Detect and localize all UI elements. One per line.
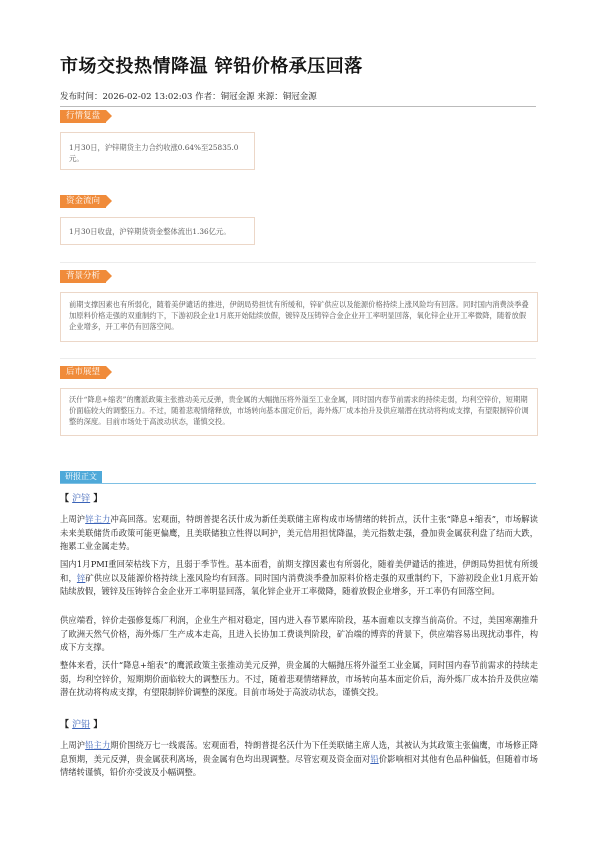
article-title: 市场交投热情降温 锌铅价格承压回落 — [60, 56, 363, 77]
zinc-link-inline[interactable]: 锌 — [76, 572, 86, 583]
outlook-divider — [60, 358, 536, 359]
lead-paragraph-1 — [60, 739, 538, 780]
text: 价影响相对其他有色品种偏低，但随着市场情绪转谨慎，铅价亦受波及小幅调整。 — [60, 753, 538, 777]
bracket-open: 【 — [60, 494, 70, 504]
text: 矿供应以及能源价格持续上涨风险均有回落。同时国内消费淡季叠加原料价格走强的双重制约下，下游初段企业1月底开始陆续放假，镀锌及压铸锌合金企业开工率明显回落，氧化锌企业开工率微降，随着放假企业增多，开工率仍有回落空间。 — [60, 572, 538, 596]
text: 上周沪 — [60, 514, 86, 524]
section-tag-background: 背景分析 — [60, 270, 106, 283]
lead-link-inline[interactable]: 铅 — [370, 753, 379, 764]
zinc-link[interactable]: 沪锌 — [72, 494, 91, 504]
bracket-close: 】 — [93, 494, 103, 504]
zinc-paragraph-1 — [60, 513, 538, 554]
body-section-line — [60, 483, 536, 484]
zinc-main-contract-link[interactable]: 锌主力 — [85, 514, 111, 524]
background-summary: 前期支撑因素也有所弱化，随着美伊谴话的推进，伊朗局势担忧有所缓和，锌矿供应以及能源价格持续上涨风险均有回落。同时国内消费淡季叠加原料价格走强的双重制约下，下游初段企业1月底开始陆续放假，镀锌及压铸锌合金企业开工率明显回落，氧化锌企业开工率微降，随着放假企业增多，开工率仍有回落空间。 — [60, 292, 538, 342]
zinc-paragraph-4: 整体来看，沃什“降息+缩表”的鹰派政策主张推动美元反弹，贵金属的大幅抛压将外溢至工业金属，同时国内春节前需求的持续走弱，均利空锌价，短期期价面临较大的调整压力。不过，随着悲观情绪释放，市场转向基本面定价后，海外炼厂成本抬升及供应端潜在扰动将构成支撑，有望限制锌价调整的深度。目前市场处于高波动状态，谨慎交投。 — [60, 660, 538, 697]
lead-link[interactable]: 沪铅 — [72, 720, 91, 730]
lead-main-contract-link[interactable]: 铅主力 — [85, 740, 111, 750]
text: 冲高回落。宏观面，特朗普提名沃什成为新任美联储主席构成市场情绪的转折点，沃什主张“降息+缩表”，市场解读未来美联储货币政策可能更偏鹰，且美联储独立性得以呵护，美元信用担忧降温，美元指数走强，叠加贵金属获利盘了结而大跌，拖累工业金属走势。 — [60, 514, 538, 551]
bracket-open: 【 — [60, 720, 70, 730]
bracket-close: 】 — [93, 720, 103, 730]
section-tag-outlook: 后市展望 — [60, 366, 106, 379]
article-meta: 发布时间：2026-02-02 13:02:03 作者：铜冠金源 来源：铜冠金源 — [60, 92, 317, 102]
text: 期价围绕万七一线震荡。宏观面看，特朗普提名沃什为下任美联储主席人选，其被认为其政策主张偏鹰，市场修正降息预期，美元反弹，贵金属获利离场，贵金属有色均出现调整。尽管宏观及资金面对 — [60, 740, 538, 764]
outlook-summary: 沃什“降息+缩表”的鹰派政策主张推动美元反弹，贵金属的大幅抛压将外溢至工业金属，同时国内春节前需求的持续走弱，均利空锌价，短期期价面临较大的调整压力。不过，随着悲观情绪释放，市场转向基本面定价后，海外炼厂成本抬升及供应端潜在扰动将构成支撑，有望限制锌价调整的深度。目前市场处于高波动状态，谨慎交投。 — [60, 388, 538, 436]
category-zinc — [60, 491, 102, 504]
zinc-paragraph-2 — [60, 558, 538, 599]
section-tag-review: 行情复盘 — [60, 110, 106, 123]
title-divider — [60, 106, 536, 107]
flow-summary: 1月30日收盘，沪锌期货资金整体流出1.36亿元。 — [60, 217, 255, 245]
review-summary: 1月30日，沪锌期货主力合约收涨0.64%至25835.0元。 — [60, 132, 255, 170]
text: 国内1月PMI重回荣枯线下方，且弱于季节性。基本面看，前期支撑因素也有所弱化，随着美伊谴话的推进，伊朗局势担忧有所缓和， — [60, 559, 538, 583]
text: 上周沪 — [60, 740, 86, 750]
zinc-paragraph-3: 供应端看，锌价走强修复炼厂利润，企业生产相对稳定，国内进入春节累库阶段，基本面难以支撑当前高价。不过，美国寒潮推升了欧洲天然气价格，海外炼厂生产成本走高，且进入长协加工费谈判阶段，矿冶端的博弈的背景下，供应端容易出现扰动事件，构成下方支撑。 — [60, 615, 538, 652]
category-lead — [60, 717, 102, 730]
body-section-tag: 研报正文 — [60, 471, 102, 483]
section-tag-flow: 资金流向 — [60, 195, 106, 208]
background-divider — [60, 262, 536, 263]
